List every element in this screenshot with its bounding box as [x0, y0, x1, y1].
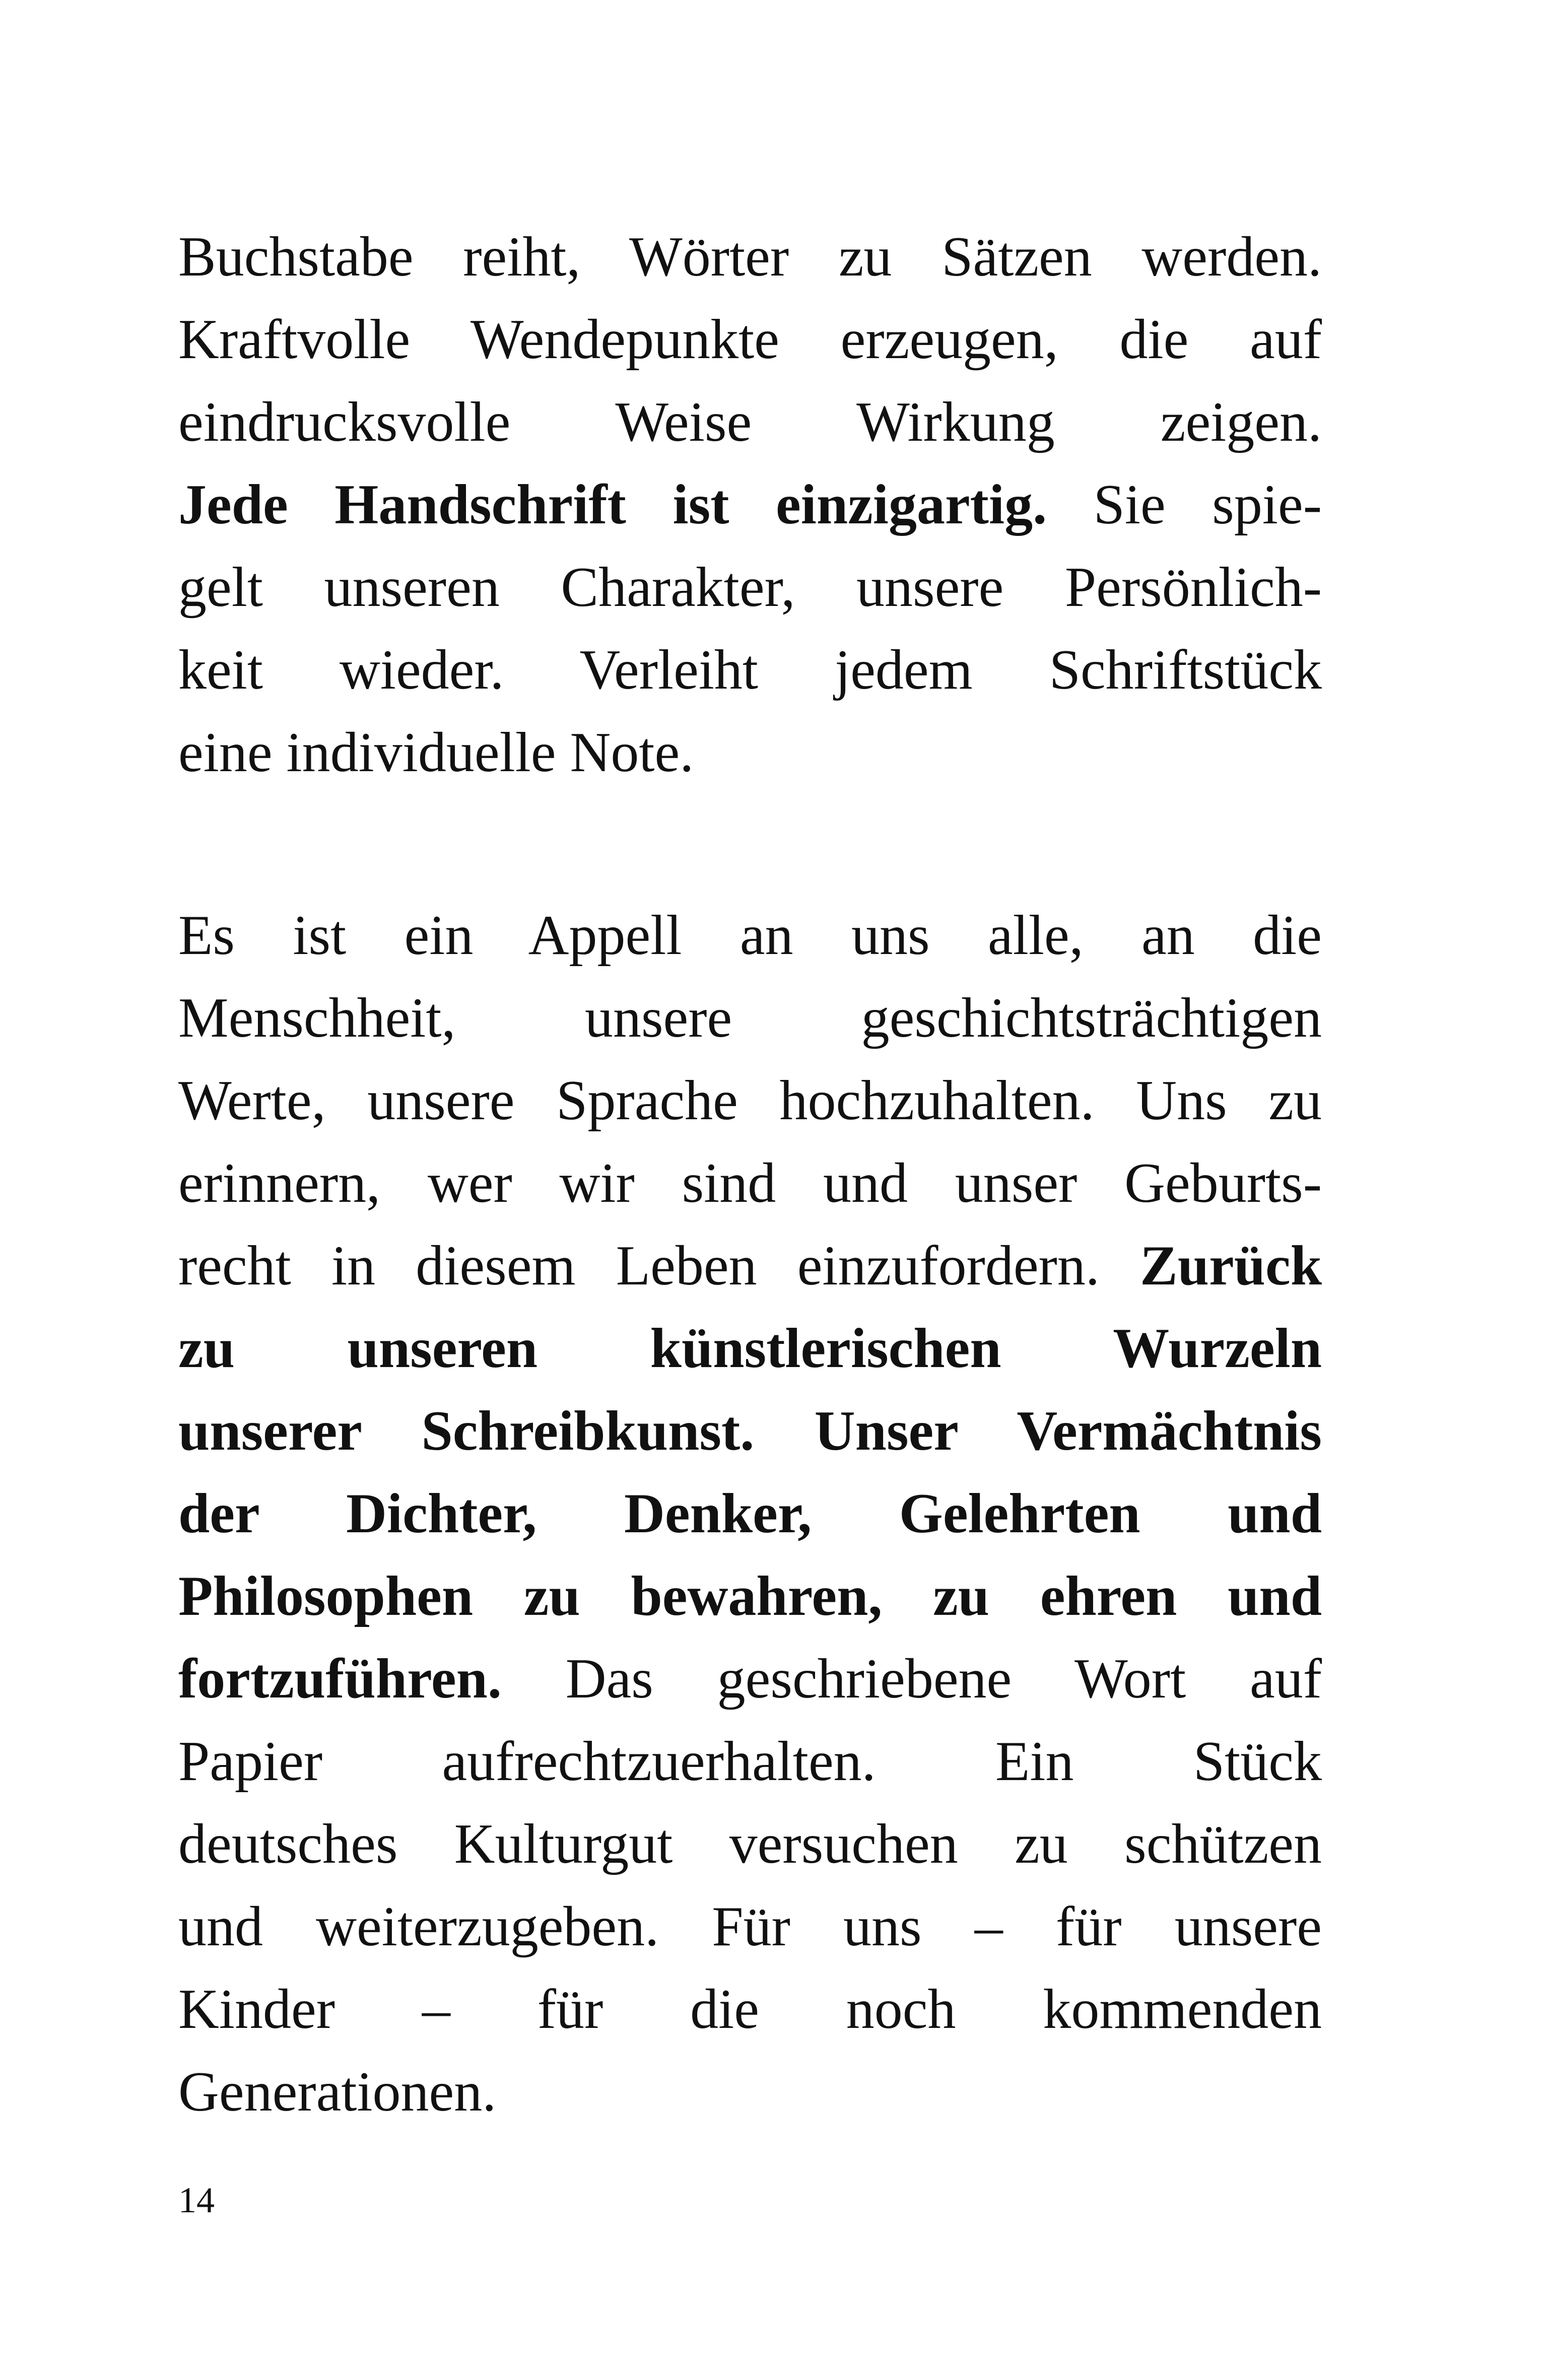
text-line	[178, 1142, 1322, 1225]
text-segment: Es ist ein Appell an uns alle, an die	[178, 904, 1322, 967]
text-line	[178, 1059, 1322, 1142]
text-segment: Generationen.	[178, 2061, 497, 2123]
text-line	[178, 629, 1322, 711]
text-line	[178, 894, 1322, 977]
text-line	[178, 711, 1322, 794]
text-line	[178, 1472, 1322, 1555]
paragraph-2	[178, 894, 1322, 2133]
text-line	[178, 1638, 1322, 1720]
text-line	[178, 381, 1322, 463]
text-segment: Menschheit, unsere geschichtsträchtigen	[178, 987, 1322, 1049]
text-line	[178, 1720, 1322, 1803]
text-segment: Werte, unsere Sprache hochzuhalten. Uns zu	[178, 1069, 1322, 1132]
text-line	[178, 2051, 1322, 2133]
text-line	[178, 977, 1322, 1059]
text-line	[178, 463, 1322, 546]
text-line	[178, 1390, 1322, 1472]
text-line	[178, 1307, 1322, 1390]
text-line	[178, 298, 1322, 381]
bold-text-segment: zu unseren künstlerischen Wurzeln	[178, 1317, 1322, 1380]
text-segment: recht in diesem Leben einzufordern.	[178, 1235, 1140, 1297]
bold-text-segment: unserer Schreibkunst. Unser Vermächtnis	[178, 1400, 1322, 1462]
text-segment: erinnern, wer wir sind und unser Geburts-	[178, 1152, 1322, 1214]
paragraph-1	[178, 216, 1322, 794]
page-number: 14	[178, 2180, 215, 2220]
text-segment: und weiterzugeben. Für uns – für unsere	[178, 1895, 1322, 1958]
bold-text-segment: Philosophen zu bewahren, zu ehren und	[178, 1565, 1322, 1627]
text-line	[178, 1803, 1322, 1885]
text-line	[178, 1885, 1322, 1968]
text-segment: keit wieder. Verleiht jedem Schriftstück	[178, 639, 1322, 701]
bold-text-segment: Zurück	[1140, 1235, 1322, 1297]
text-segment: Das geschriebene Wort auf	[501, 1648, 1322, 1710]
bold-text-segment: fortzuführen.	[178, 1648, 502, 1710]
text-line	[178, 546, 1322, 629]
text-segment: gelt unseren Charakter, unsere Persönlich-	[178, 556, 1322, 619]
text-segment: eindrucksvolle Weise Wirkung zeigen.	[178, 391, 1322, 453]
text-line	[178, 1555, 1322, 1638]
text-segment: Kinder – für die noch kommenden	[178, 1978, 1322, 2041]
text-segment: Kraftvolle Wendepunkte erzeugen, die auf	[178, 308, 1322, 371]
text-segment: eine individuelle Note.	[178, 721, 694, 784]
bold-text-segment: Jede Handschrift ist einzigartig.	[178, 473, 1047, 536]
bold-text-segment: der Dichter, Denker, Gelehrten und	[178, 1482, 1322, 1545]
text-segment: Papier aufrechtzuerhalten. Ein Stück	[178, 1730, 1322, 1793]
text-line	[178, 216, 1322, 298]
text-segment: deutsches Kulturgut versuchen zu schützen	[178, 1813, 1322, 1875]
text-line	[178, 1968, 1322, 2051]
text-line	[178, 1225, 1322, 1307]
text-segment: Buchstabe reiht, Wörter zu Sätzen werden.	[178, 226, 1322, 288]
text-segment: Sie spie-	[1047, 473, 1322, 536]
